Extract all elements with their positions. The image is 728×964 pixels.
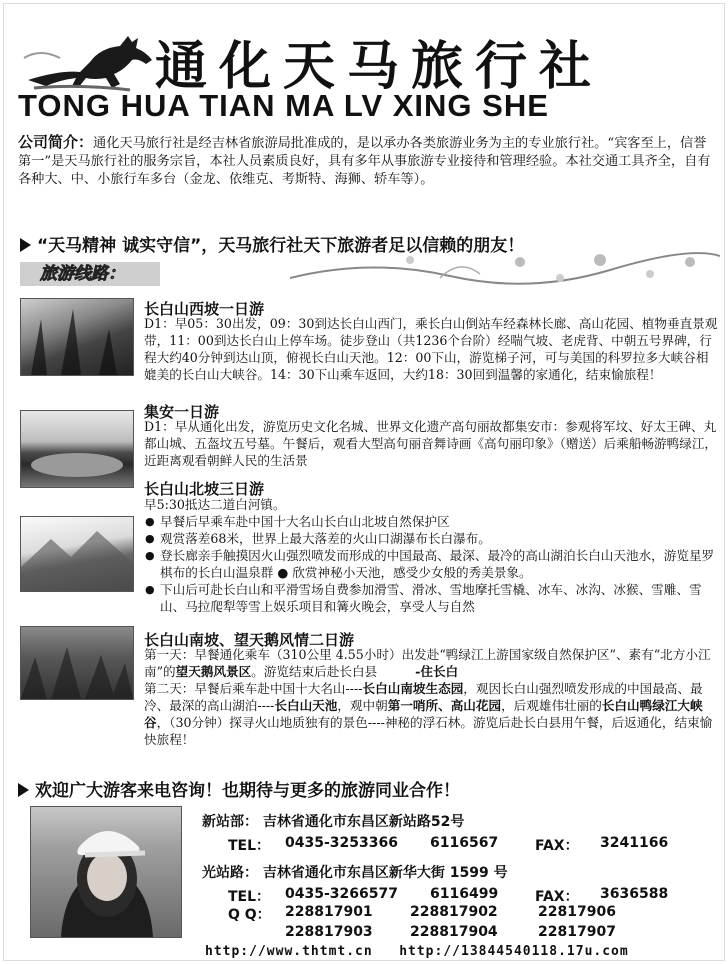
- route-text: 。游览结束后赴长白县: [251, 664, 378, 679]
- route-body: [144, 646, 718, 748]
- header: [0, 0, 728, 128]
- route-photo-south-slope: [20, 626, 134, 700]
- highlight-text: 望天鹅风景区: [175, 664, 252, 679]
- highlight-text: -住长白: [415, 664, 459, 679]
- phone-number: 0435-3266577: [285, 886, 398, 902]
- qq-number: 22817907: [538, 924, 616, 940]
- lake-icon: [21, 411, 133, 487]
- website-link[interactable]: http://www.thtmt.cn: [205, 944, 373, 959]
- phone-number: 0435-3253366: [285, 835, 398, 851]
- slogan-text: “天马精神 诚实守信”，天马旅行社天下旅游者足以信赖的朋友！: [37, 236, 525, 256]
- tel-label: TEL：: [228, 838, 271, 854]
- highlight-text: 长白山天池: [274, 698, 338, 713]
- route-title: 长白山西坡一日游: [144, 300, 265, 318]
- horse-logo-icon: [20, 18, 160, 98]
- guangzhan-label: 光站路：: [202, 865, 258, 881]
- qq-number: 228817902: [410, 904, 498, 920]
- route-text: 第二天：早餐后乘车赴中国十大名山----: [144, 681, 363, 696]
- person-icon: [31, 807, 181, 937]
- list-item: ● 下山后可赴长白山和平滑雪场自费参加滑雪、滑冰、雪地摩托雪橇、冰车、冰沟、冰猴、雪雕、雪山、马拉爬犁等雪上娱乐项目和篝火晚会，享受人与自然: [160, 581, 718, 615]
- fax-label: FAX：: [535, 838, 579, 854]
- fax-number: 3636588: [600, 886, 669, 902]
- forest-icon: [21, 627, 133, 699]
- phone-number: 6116567: [430, 835, 499, 851]
- qq-number: 228817904: [410, 924, 498, 940]
- welcome-line: [18, 776, 460, 801]
- highlight-text: 第一哨所、高山花园: [387, 698, 502, 713]
- qq-number: 228817903: [285, 924, 373, 940]
- route-text: ，观中朝: [337, 698, 388, 713]
- route-intro: 早5:30抵达二道白河镇。: [144, 497, 286, 512]
- arrow-right-icon: [20, 238, 31, 252]
- tel-label: TEL：: [228, 889, 271, 905]
- list-item: ● 登长廊亲手触摸因火山强烈喷发而形成的中国最高、最深、最冷的高山湖泊长白山天池水，游览星罗棋布的长白山温泉群 ● 欣赏神秘小天池，感受少女般的秀美景象。: [160, 547, 718, 581]
- qq-number: 228817901: [285, 904, 373, 920]
- route-text: ，观因长白山强烈喷发形成的中国最高、最冷、最深的高山湖泊----: [144, 681, 703, 713]
- intro-separator: ：: [78, 133, 94, 151]
- decorative-swirl-icon: [290, 248, 720, 288]
- route-title: 长白山南坡、望天鹅风情二日游: [144, 631, 355, 649]
- route-body: [144, 496, 718, 615]
- fax-label: FAX：: [535, 889, 579, 905]
- route-photo-jian: [20, 410, 134, 488]
- route-title: 长白山北坡三日游: [144, 480, 265, 498]
- routes-heading: 旅游线路：: [20, 262, 160, 286]
- route-text: ，后观雄伟壮丽的: [501, 698, 602, 713]
- list-item: ● 早餐后早乘车赴中国十大名山长白山北坡自然保护区: [160, 513, 718, 530]
- xinzhan-address: 吉林省通化市东昌区新站路52号: [262, 814, 465, 830]
- intro-text: 通化天马旅行社是经吉林省旅游局批准成的，是以承办各类旅游业务为主的专业旅行社。“宾客至上，信誉第一”是天马旅行社的服务宗旨，本社人员素质良好，具有多年从事旅游专业接待和管理经验。本社交通工具齐全，自有各种大、中、小旅行车多台（金龙、依维克、考斯特、海狮、轿车等）。: [18, 136, 711, 187]
- route-text: 第一天：早餐通化乘车（310公里 4.55小时）出发赴“鸭绿江上游国家级自然保护区”、素有“北方小江南”的: [144, 647, 711, 679]
- mountain-icon: [21, 517, 133, 591]
- route-photo-west-slope: [20, 298, 134, 376]
- list-item: ● 观赏落差68米，世界上最大落差的火山口湖瀑布长白瀑布。: [160, 530, 718, 547]
- guangzhan-address: 吉林省通化市东昌区新华大街 1599 号: [262, 865, 508, 881]
- xinzhan-label: 新站部：: [202, 814, 258, 830]
- qq-label: Q Q：: [228, 907, 271, 923]
- welcome-text: 欢迎广大游客来电咨询！也期待与更多的旅游同业合作！: [35, 781, 460, 801]
- guangzhan-address-line: [202, 862, 508, 882]
- website-links: [205, 944, 629, 959]
- route-text: ，（30分钟）探寻火山地质独有的景色----神秘的浮石林。游览后赴长白县用午餐，后返通化，结束愉快旅程！: [144, 715, 713, 747]
- highlight-text: 长白山南坡生态园: [362, 681, 464, 696]
- route-title: 集安一日游: [144, 403, 220, 421]
- phone-number: 6116499: [430, 886, 499, 902]
- contact-person-photo: [30, 806, 182, 938]
- intro-label: 公司简介: [18, 133, 79, 151]
- tree-icon: [21, 299, 133, 375]
- website-link[interactable]: http://13844540118.17u.com: [399, 944, 629, 959]
- qq-number: 22817906: [538, 904, 616, 920]
- highlight-text: 长白山鸭绿江大峡谷: [144, 698, 703, 730]
- company-intro: [18, 133, 714, 189]
- fax-number: 3241166: [600, 835, 669, 851]
- company-title-en: TONG HUA TIAN MA LV XING SHE: [18, 88, 549, 123]
- route-body: D1：早05：30出发，09：30到达长白山西门，乘长白山倒站车经森林长廊、高山花园、植物垂直景观带，11：00到达长白山上停车场。徒步登山（共1236个台阶）经喘气坡、老虎背、中朝五号界碑，行程大约40分钟到达山顶，俯视长白山天池。12：00下山，游览梯子河，可与美国的科罗拉多大峡谷相媲美的长白山大峡谷。14：30下山乘车返回，大约18：30回到温馨的家通化，结束愉旅程！: [144, 316, 718, 382]
- xinzhan-address-line: [202, 811, 464, 831]
- arrow-right-icon: [18, 783, 29, 797]
- company-title-cn: 通化天马旅行社: [155, 36, 604, 97]
- route-body: D1：早从通化出发，游览历史文化名城、世界文化遗产高句丽故都集安市：参观将军坟、好太王碑、丸都山城、五盔坟五号墓。午餐后，观看大型高句丽音舞诗画《高句丽印象》（赠送）后乘船畅游鸭绿江，近距离观看朝鲜人民的生活景: [144, 419, 718, 468]
- route-photo-north-slope: [20, 516, 134, 592]
